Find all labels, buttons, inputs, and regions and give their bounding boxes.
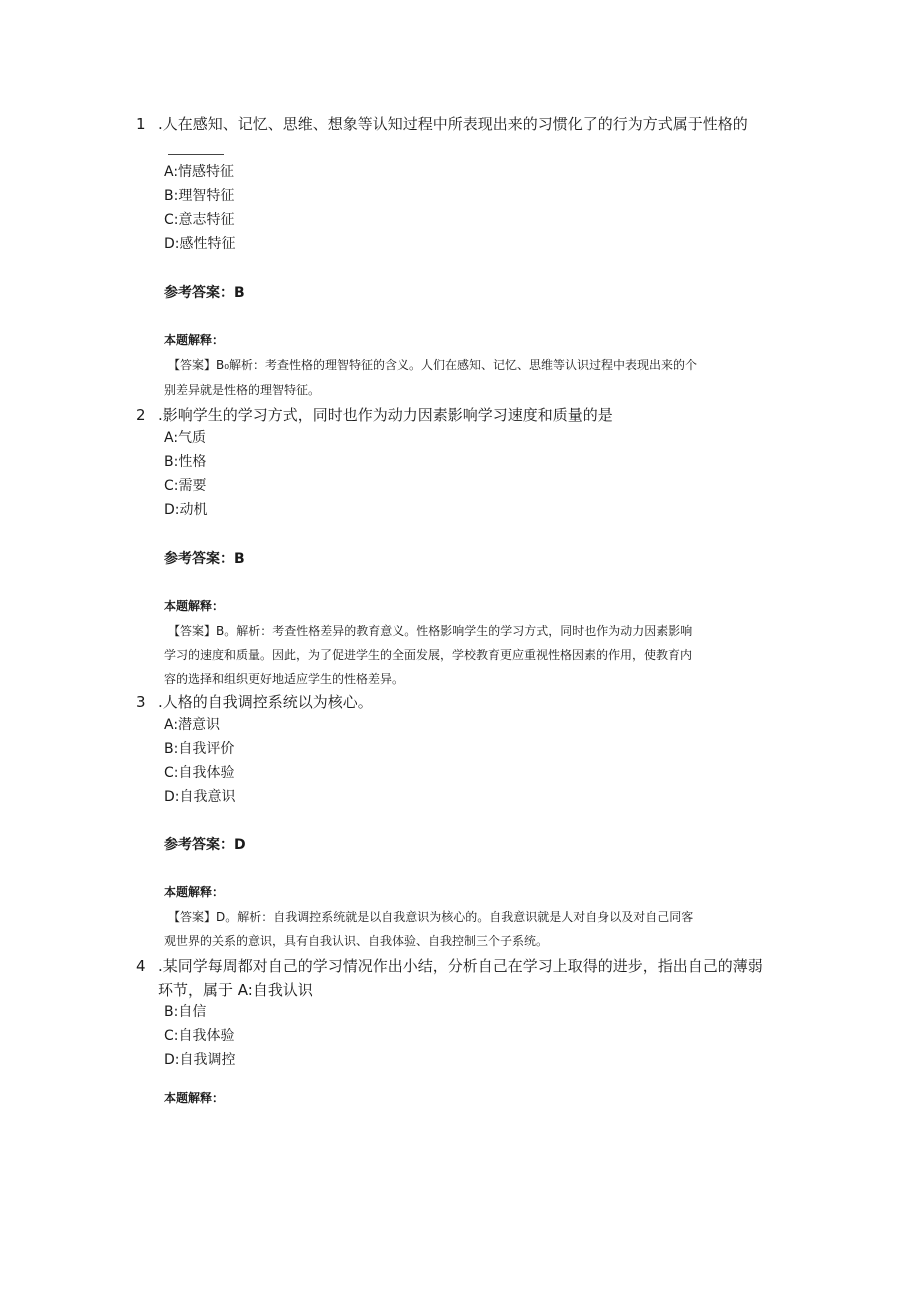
question-number: 2 bbox=[136, 406, 146, 424]
question-2 bbox=[136, 403, 796, 427]
question-text-continued: 环节，属于 A:自我认识 bbox=[158, 981, 313, 999]
reference-answer: 参考答案：D bbox=[164, 837, 246, 853]
option-c: C:自我体验 bbox=[164, 765, 235, 781]
explanation-label: 本题解释： bbox=[164, 599, 225, 613]
question-number: 1 bbox=[136, 115, 146, 133]
option-d: D:感性特征 bbox=[164, 236, 236, 252]
question-text: .人在感知、记忆、思维、想象等认知过程中所表现出来的习惯化了的行为方式属于性格的 bbox=[158, 115, 748, 133]
explanation-label: 本题解释： bbox=[164, 1091, 225, 1105]
explanation-line: 【答案】D。解析：自我调控系统就是以自我意识为核心的。自我意识就是人对自身以及对自己同客 bbox=[168, 910, 694, 924]
question-4 bbox=[136, 954, 796, 978]
question-text: .人格的自我调控系统以为核心。 bbox=[158, 693, 373, 711]
explanation-line: 别差异就是性格的理智特征。 bbox=[164, 383, 321, 397]
question-text: .影响学生的学习方式，同时也作为动力因素影响学习速度和质量的是 bbox=[158, 406, 613, 424]
explanation-label: 本题解释： bbox=[164, 333, 225, 347]
option-d: D:动机 bbox=[164, 502, 208, 518]
question-number: 4 bbox=[136, 957, 146, 975]
question-number: 3 bbox=[136, 693, 146, 711]
option-a: A:情感特征 bbox=[164, 164, 235, 180]
explanation-line: 【答案】B₀解析：考查性格的理智特征的含义。人们在感知、记忆、思维等认识过程中表现出来的个 bbox=[168, 358, 698, 372]
option-b: B:理智特征 bbox=[164, 188, 235, 204]
option-c: C:自我体验 bbox=[164, 1028, 235, 1044]
option-d: D:自我调控 bbox=[164, 1052, 236, 1068]
option-c: C:需要 bbox=[164, 478, 207, 494]
question-3 bbox=[136, 690, 796, 714]
explanation-line: 学习的速度和质量。因此，为了促进学生的全面发展，学校教育更应重视性格因素的作用，使教育内 bbox=[164, 648, 693, 662]
reference-answer: 参考答案：B bbox=[164, 285, 245, 301]
explanation-line: 容的选择和组织更好地适应学生的性格差异。 bbox=[164, 672, 405, 686]
option-a: A:气质 bbox=[164, 430, 207, 446]
explanation-line: 【答案】B。解析：考查性格差异的教育意义。性格影响学生的学习方式，同时也作为动力因素影响 bbox=[168, 624, 693, 638]
option-c: C:意志特征 bbox=[164, 212, 235, 228]
question-text: .某同学每周都对自己的学习情况作出小结，分析自己在学习上取得的进步，指出自己的薄弱 bbox=[158, 957, 763, 975]
explanation-label: 本题解释： bbox=[164, 885, 225, 899]
option-d: D:自我意识 bbox=[164, 789, 236, 805]
question-1 bbox=[136, 112, 796, 136]
answer-blank-line bbox=[168, 154, 224, 155]
option-b: B:性格 bbox=[164, 454, 207, 470]
reference-answer: 参考答案：B bbox=[164, 551, 245, 567]
option-b: B:自信 bbox=[164, 1004, 207, 1020]
explanation-line: 观世界的关系的意识，具有自我认识、自我体验、自我控制三个子系统。 bbox=[164, 934, 549, 948]
option-b: B:自我评价 bbox=[164, 741, 235, 757]
option-a: A:潜意识 bbox=[164, 717, 221, 733]
